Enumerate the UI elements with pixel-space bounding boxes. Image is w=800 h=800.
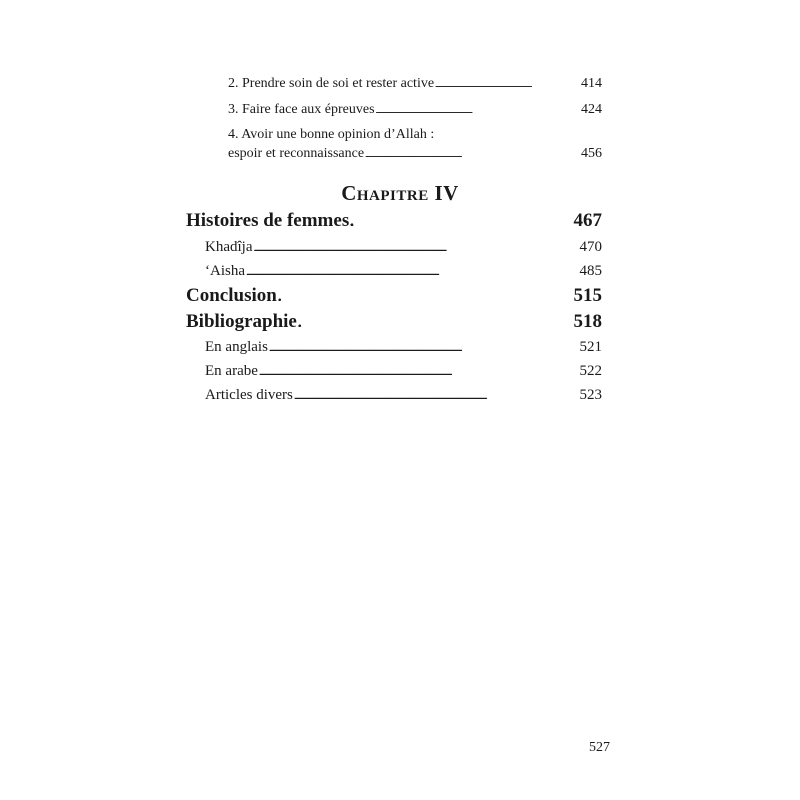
dot-leader (259, 367, 579, 378)
dot-leader (278, 290, 573, 306)
toc-entry-label-line1: 4. Avoir une bonne opinion d’Allah : (228, 127, 435, 142)
toc-entry-label: 2. Prendre soin de soi et rester active (228, 76, 435, 91)
toc-subentry-label: ‘Aisha (205, 263, 245, 279)
toc-section-label: Histoires de femmes (186, 210, 350, 231)
toc-entry-page: 424 (581, 102, 602, 117)
dot-leader (294, 391, 579, 402)
toc-subentry-label: En arabe (205, 363, 258, 379)
page-number: 527 (589, 740, 610, 755)
toc-entry (228, 146, 602, 162)
toc-section-page: 515 (573, 285, 602, 306)
toc-subentry (205, 263, 602, 280)
toc-subentry-label: En anglais (205, 339, 268, 355)
dot-leader (298, 316, 573, 332)
toc-section (186, 311, 602, 333)
dot-leader (350, 215, 572, 231)
toc-entry (228, 76, 602, 92)
dot-leader (435, 81, 580, 89)
toc-section (186, 285, 602, 307)
toc-entry-page: 456 (581, 146, 602, 161)
dot-leader (365, 151, 580, 159)
toc-subentry-page: 522 (579, 363, 602, 379)
toc-entry (228, 102, 602, 118)
dot-leader (376, 107, 580, 115)
toc-entry-label: 3. Faire face aux épreuves (228, 102, 375, 117)
dot-leader (269, 343, 579, 354)
toc-subentry-page: 470 (579, 239, 602, 255)
toc-subentry-page: 523 (579, 387, 602, 403)
toc-section (186, 210, 602, 232)
toc-section-page: 518 (573, 311, 602, 332)
toc-subentry-label: Articles divers (205, 387, 293, 403)
toc-section-label: Bibliographie (186, 311, 297, 332)
dot-leader (253, 243, 578, 254)
toc-subentry (205, 387, 602, 404)
dot-leader (246, 267, 579, 278)
toc-subentry (205, 239, 602, 256)
toc-entry-label: espoir et reconnaissance (228, 146, 365, 161)
toc-entry-page: 414 (581, 76, 602, 91)
toc-subentry-page: 521 (579, 339, 602, 355)
toc-subentry-label: Khadîja (205, 239, 253, 255)
toc-subentry-page: 485 (579, 263, 602, 279)
toc-subentry (205, 363, 602, 380)
chapter-heading: Chapitre IV (341, 181, 459, 205)
toc-section-page: 467 (573, 210, 602, 231)
toc-section-label: Conclusion (186, 285, 277, 306)
toc-subentry (205, 339, 602, 356)
